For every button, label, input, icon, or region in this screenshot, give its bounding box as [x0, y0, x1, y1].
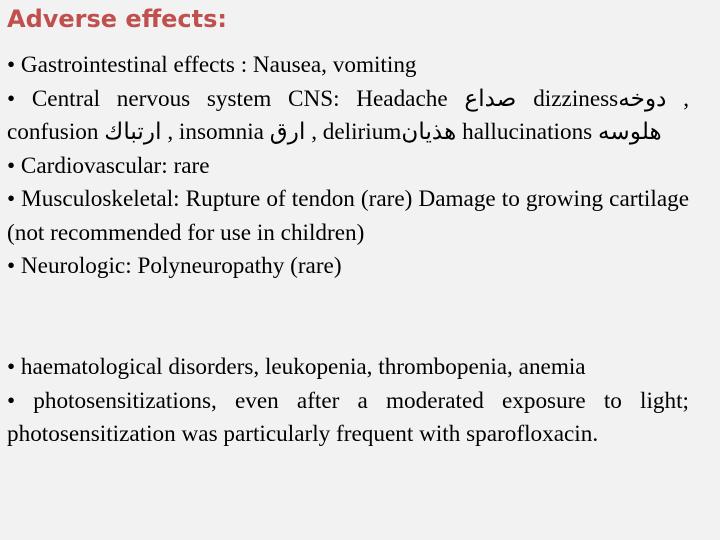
arabic-term: دوخه: [618, 85, 667, 112]
bullet-item: [7, 49, 689, 83]
bullet-item: [7, 351, 689, 385]
arabic-term: هذيان: [401, 119, 457, 145]
arabic-term: ارتباك: [104, 119, 162, 145]
arabic-term: هلوسه: [598, 119, 662, 145]
slide-title: Adverse effects:: [7, 5, 228, 33]
bullet-text: hallucinations: [456, 119, 598, 145]
adverse-effects-list: [7, 49, 689, 284]
bullet-text: , delirium: [305, 119, 402, 145]
bullet-item: [7, 83, 689, 150]
arabic-term: صداع: [464, 85, 517, 112]
bullet-item: [7, 250, 689, 284]
bullet-text: • Neurologic: Polyneuropathy (rare): [7, 253, 342, 279]
bullet-item: [7, 183, 689, 250]
bullet-text: , insomnia: [161, 119, 270, 145]
bullet-text: • Central nervous system CNS: Headache: [7, 85, 465, 112]
arabic-term: ارق: [269, 119, 306, 145]
bullet-text: • Cardiovascular: rare: [7, 152, 210, 179]
additional-effects-list: [7, 351, 689, 452]
bullet-text: • photosensitizations, even after a moderated exposure to light; photosensitization was particularly frequent with sparofloxacin.: [7, 387, 689, 447]
bullet-text: , confusion: [7, 85, 689, 145]
bullet-text: • Musculoskeletal: Rupture of tendon (rare) Damage to growing cartilage (not recommended for use in children): [7, 186, 689, 246]
bullet-text: dizziness: [516, 85, 619, 112]
bullet-item: [7, 385, 689, 452]
bullet-text: • Gastrointestinal effects : Nausea, vomiting: [7, 52, 417, 78]
bullet-item: [7, 150, 689, 184]
bullet-text: • haematological disorders, leukopenia, thrombopenia, anemia: [7, 354, 586, 380]
